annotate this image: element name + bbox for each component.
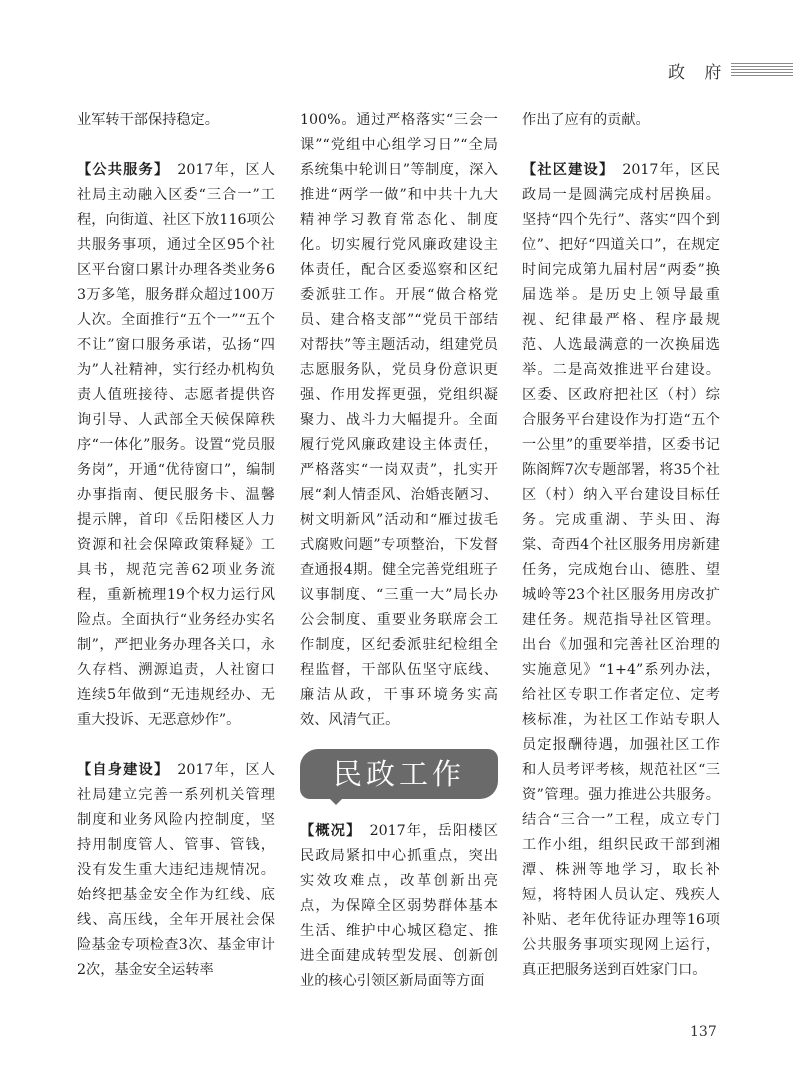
- paragraph-overview: [300, 819, 498, 994]
- column-3: [522, 108, 720, 983]
- section-label: 【社区建设】: [522, 162, 615, 178]
- paragraph-community: [522, 158, 720, 983]
- paragraph-public-service: [77, 158, 275, 733]
- section-label: 【公共服务】: [77, 162, 170, 178]
- section-text: 2017年，区人社局主动融入区委“三合一”工程，向街道、社区下放116项公共服务事项，通过全区95个社区平台窗口累计办理各类业务63万多笔，服务群众超过100万人次。全面推行“五个一”“五个不让”窗口服务承诺，弘扬“四为”人社精神，实行经办机构负责人值班接待、志愿者提供咨询引导、人武部全天候保障秩序“一体化”服务。设置“党员服务岗”，开通“优待窗口”，编制办事指南、便民服务卡、温馨提示牌，首印《岳阳楼区人力资源和社会保障政策释疑》工具书，规范完善62项业务流程，重新梳理19个权力运行风险点。全面执行“业务经办实名制”，严把业务办理各关口，永久存档、溯源追责，人社窗口连续5年做到“无违规经办、无重大投诉、无恶意炒作”。: [77, 162, 275, 728]
- section-label: 【自身建设】: [77, 762, 170, 778]
- header-section-title: 政 府: [668, 63, 729, 83]
- section-text: 2017年，区人社局建立完善一系列机关管理制度和业务风险内控制度，坚持用制度管人、管事、管钱，没有发生重大违纪违规情况。始终把基金安全作为红线、底线、高压线，全年开展社会保险基金专项检查3次、基金审计2次，基金安全运转率: [77, 762, 275, 978]
- page-number: 137: [690, 1024, 717, 1040]
- paragraph: 100%。通过严格落实“三会一课”“党组中心组学习日”“全局系统集中轮训日”等制度，深入推进“两学一做”和中共十九大精神学习教育常态化、制度化。切实履行党风廉政建设主体责任，配合区委巡察和区纪委派驻工作。开展“做合格党员、建合格支部”“党员干部结对帮扶”等主题活动，组建党员志愿服务队，党员身份意识更强、作用发挥更强，党组织凝聚力、战斗力大幅提升。全面履行党风廉政建设主体责任，严格落实“一岗双责”，扎实开展“剎人情歪风、治婚丧陋习、树文明新风”活动和“雁过拔毛式腐败问题”专项整治，下发督查通报4期。健全完善党组班子议事制度、“三重一大”局长办公会制度、重要业务联席会工作制度，区纪委派驻纪检组全程监督，干部队伍坚守底线、廉洁从政，干事环境务实高效、风清气正。: [300, 112, 498, 728]
- column-2: [300, 108, 498, 994]
- section-text: 2017年，岳阳楼区民政局紧扣中心抓重点，突出实效攻难点，改革创新出亮点，为保障全区弱势群体基本生活、维护中心城区稳定、推进全面建成转型发展、创新创业的核心引领区新局面等方面: [300, 823, 498, 989]
- paragraph: 作出了应有的贡献。: [522, 112, 650, 128]
- section-banner: [300, 749, 498, 803]
- column-1: [77, 108, 275, 983]
- banner-title: 民政工作: [332, 756, 465, 791]
- section-label: 【概况】: [300, 823, 362, 839]
- header-decoration-lines: [731, 63, 793, 77]
- section-text: 2017年，区民政局一是圆满完成村居换届。坚持“四个先行”、落实“四个到位”、把好“四道关口”，在规定时间完成第九届村居“两委”换届选举。是历史上领导最重视、纪律最严格、程序最规范、人选最满意的一次换届选举。二是高效推进平台建设。区委、区政府把社区（村）综合服务平台建设作为打造“五个一公里”的重要举措，区委书记陈阁辉7次专题部署，将35个社区（村）纳入平台建设目标任务。完成重湖、芋头田、海棠、奇西4个社区服务用房新建任务，完成炮台山、德胜、望城岭等23个社区服务用房改扩建任务。规范指导社区管理。出台《加强和完善社区治理的实施意见》“1+4”系列办法，给社区专职工作者定位、定考核标准，为社区工作站专职人员定报酬待遇，加强社区工作和人员考评考核，规范社区“三资”管理。强力推进公共服务。结合“三合一”工程，成立专门工作小组，组织民政干部到湘潭、株洲等地学习，取长补短，将特困人员认定、残疾人补贴、老年优待证办理等16项公共服务事项实现网上运行，真正把服务送到百姓家门口。: [522, 162, 720, 978]
- paragraph: 业军转干部保持稳定。: [77, 112, 219, 128]
- paragraph-self-build: [77, 758, 275, 983]
